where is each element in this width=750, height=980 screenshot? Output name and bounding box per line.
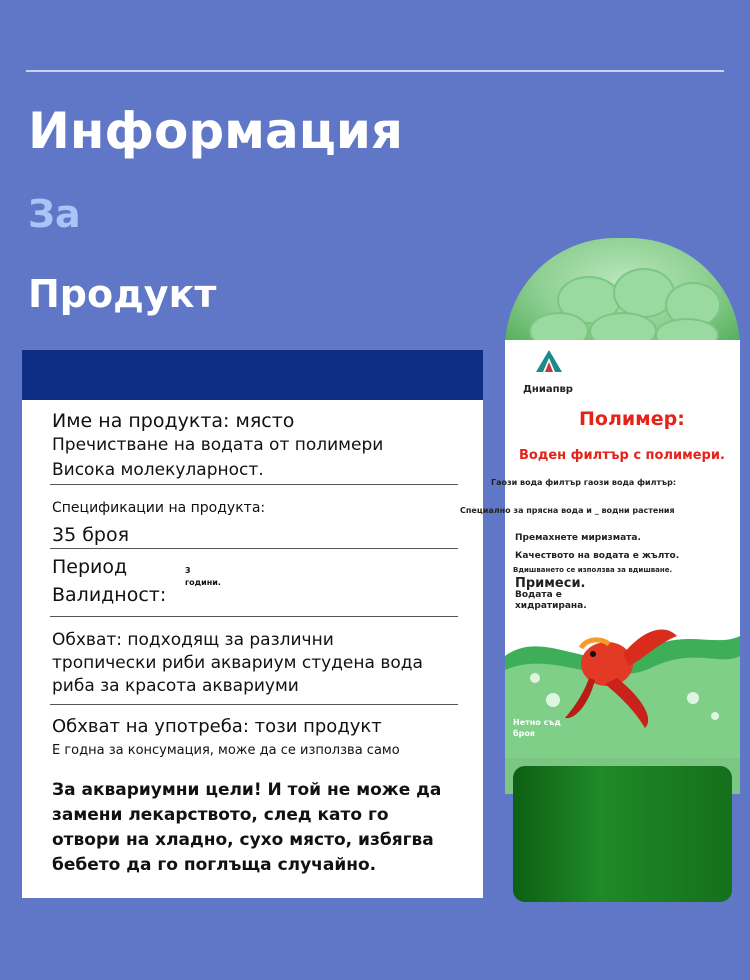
validity-label-2: Валидност: xyxy=(52,584,167,606)
divider xyxy=(50,548,458,549)
heading-about: За xyxy=(28,192,81,236)
validity-value-1: 3 xyxy=(185,566,191,575)
scope-line-3: риба за красота аквариуми xyxy=(52,676,299,696)
water-fish-illustration xyxy=(505,608,740,760)
brand-name: Дниапвр xyxy=(523,384,573,395)
warning-line-2: замени лекарството, след като го xyxy=(52,805,389,825)
name-line-1: Име на продукта: място xyxy=(52,410,295,432)
label-line-2: Специално за прясна вода и _ водни растения xyxy=(460,506,675,515)
divider xyxy=(50,704,458,705)
bottle-cap-base xyxy=(513,766,732,902)
label-line-1: Гаози вода филтър гаози вода филтър: xyxy=(491,478,677,487)
label-line-4: Качеството на водата е жълто. xyxy=(515,551,680,561)
warning-line-1: За аквариумни цели! И той не може да xyxy=(52,780,442,800)
validity-value-2: години. xyxy=(185,578,221,587)
label-subtitle: Воден филтър с полимери. xyxy=(519,448,725,463)
heading-product: Продукт xyxy=(28,272,217,316)
label-title: Полимер: xyxy=(579,408,685,430)
spec-label: Спецификации на продукта: xyxy=(52,500,266,516)
warning-line-3: отвори на хладно, сухо място, избягва xyxy=(52,830,434,850)
name-line-2: Пречистване на водата от полимери xyxy=(52,435,384,455)
heading-information: Информация xyxy=(28,102,403,160)
label-line-3: Премахнете миризмата. xyxy=(515,533,641,543)
label-line-7a: Водата е xyxy=(515,590,562,600)
scope-line-2: тропически риби аквариум студена вода xyxy=(52,653,423,673)
usage-line-1: Обхват на употреба: този продукт xyxy=(52,716,382,737)
bottle-label xyxy=(460,340,740,760)
scope-line-1: Обхват: подходящ за различни xyxy=(52,630,334,650)
top-divider xyxy=(26,70,724,72)
product-bottle xyxy=(460,238,740,902)
divider xyxy=(50,616,458,617)
bottle-top xyxy=(505,238,740,348)
product-info-card xyxy=(22,350,483,898)
net-content-line-1: Нетно съд xyxy=(513,718,561,727)
mountain-logo-icon xyxy=(535,348,563,374)
label-line-5: Вдишването се използва за вдишване. xyxy=(513,566,673,574)
card-header-bar xyxy=(22,350,483,400)
usage-line-2: Е годна за консумация, може да се използва само xyxy=(52,743,400,758)
name-line-3: Висока молекуларност. xyxy=(52,460,264,480)
divider xyxy=(50,484,458,485)
label-line-6: Примеси. xyxy=(515,576,586,591)
net-content-line-2: броя xyxy=(513,729,535,738)
warning-line-4: бебето да го поглъща случайно. xyxy=(52,855,377,875)
validity-label-1: Период xyxy=(52,556,128,578)
label-line-7b: хидратирана. xyxy=(515,601,587,611)
spec-value: 35 броя xyxy=(52,524,130,546)
